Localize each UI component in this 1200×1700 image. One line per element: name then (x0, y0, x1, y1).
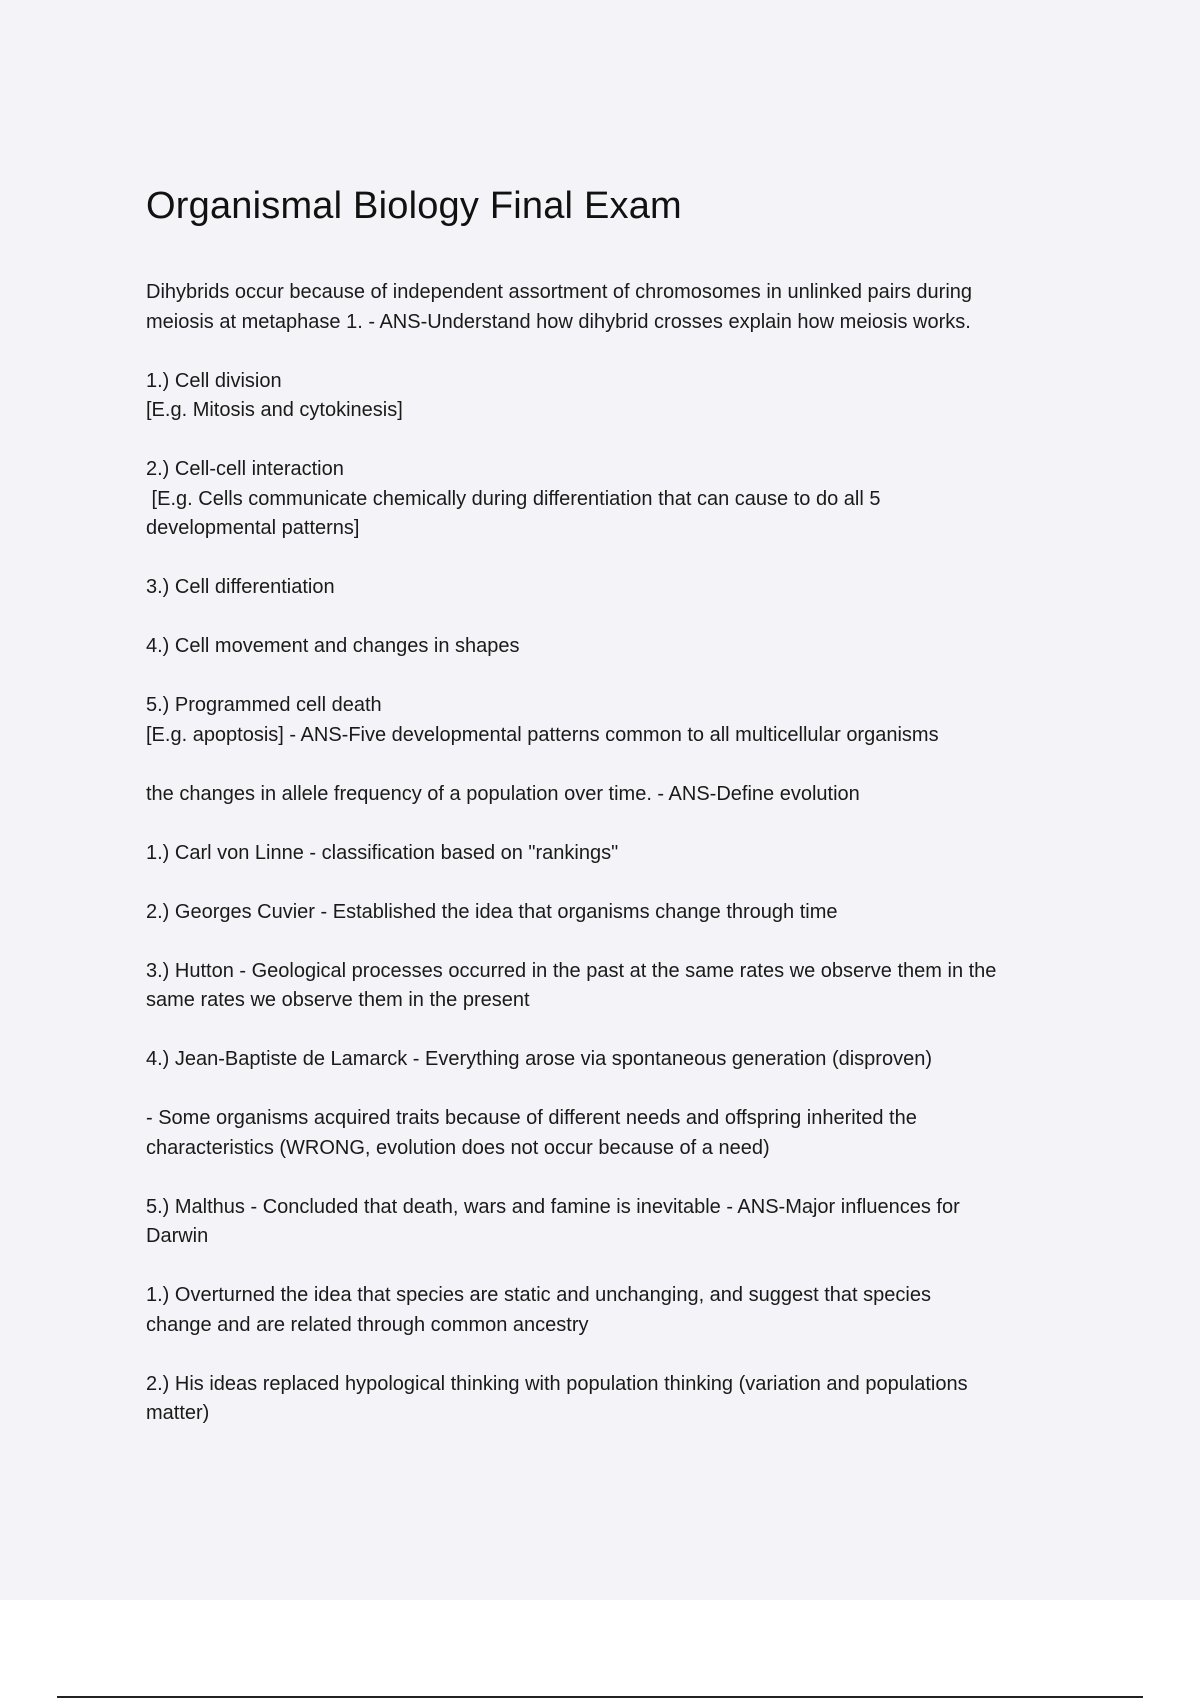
text-line: 3.) Hutton - Geological processes occurred in the past at the same rates we observe them in the (146, 959, 997, 982)
document-content (146, 185, 1096, 1458)
text-line: 5.) Programmed cell death (146, 694, 382, 716)
text-line: 1.) Cell division (146, 369, 282, 392)
text-line: same rates we observe them in the present (146, 989, 530, 1011)
text-line: [E.g. Mitosis and cytokinesis] (146, 399, 403, 421)
text-line: change and are related through common ancestry (146, 1313, 589, 1336)
footer-divider (57, 1696, 1143, 1698)
paragraph (146, 957, 1096, 1016)
text-line: [E.g. Cells communicate chemically during differentiation that can cause to do all 5 (146, 487, 881, 510)
paragraph (146, 455, 1096, 544)
paragraph (146, 1193, 1096, 1252)
paragraph (146, 632, 1096, 662)
text-line: 3.) Cell differentiation (146, 576, 335, 598)
paragraph (146, 898, 1096, 928)
paragraph (146, 573, 1096, 603)
paragraph (146, 1281, 1096, 1340)
text-line: 1.) Overturned the idea that species are static and unchanging, and suggest that species (146, 1284, 931, 1306)
paragraph (146, 367, 1096, 426)
text-line: matter) (146, 1402, 210, 1424)
document-title: Organismal Biology Final Exam (146, 185, 682, 227)
paragraph (146, 1045, 1096, 1075)
text-line: developmental patterns] (146, 517, 360, 539)
text-line: Dihybrids occur because of independent assortment of chromosomes in unlinked pairs during (146, 281, 973, 303)
text-line: - Some organisms acquired traits because of different needs and offspring inherited the (146, 1107, 917, 1129)
text-line: 2.) Georges Cuvier - Established the idea that organisms change through time (146, 900, 838, 923)
page-footer (0, 1600, 1200, 1700)
paragraph (146, 278, 1096, 337)
paragraph (146, 780, 1096, 810)
text-line: 1.) Carl von Linne - classification based on "rankings" (146, 841, 619, 864)
paragraph (146, 691, 1096, 750)
text-line: Darwin (146, 1225, 209, 1247)
text-line: 4.) Cell movement and changes in shapes (146, 635, 520, 657)
paragraph (146, 839, 1096, 869)
paragraph-list (146, 278, 1096, 1429)
text-line: 5.) Malthus - Concluded that death, wars and famine is inevitable - ANS-Major influences for (146, 1195, 960, 1218)
text-line: meiosis at metaphase 1. - ANS-Understand how dihybrid crosses explain how meiosis works. (146, 310, 971, 333)
paragraph (146, 1104, 1096, 1163)
text-line: [E.g. apoptosis] - ANS-Five developmental patterns common to all multicellular organisms (146, 723, 939, 746)
text-line: 2.) Cell-cell interaction (146, 458, 344, 480)
text-line: 4.) Jean-Baptiste de Lamarck - Everything arose via spontaneous generation (disproven) (146, 1048, 932, 1070)
text-line: the changes in allele frequency of a population over time. - ANS-Define evolution (146, 782, 860, 805)
text-line: characteristics (WRONG, evolution does not occur because of a need) (146, 1136, 770, 1159)
text-line: 2.) His ideas replaced hypological thinking with population thinking (variation and populations (146, 1372, 968, 1395)
paragraph (146, 1370, 1096, 1429)
